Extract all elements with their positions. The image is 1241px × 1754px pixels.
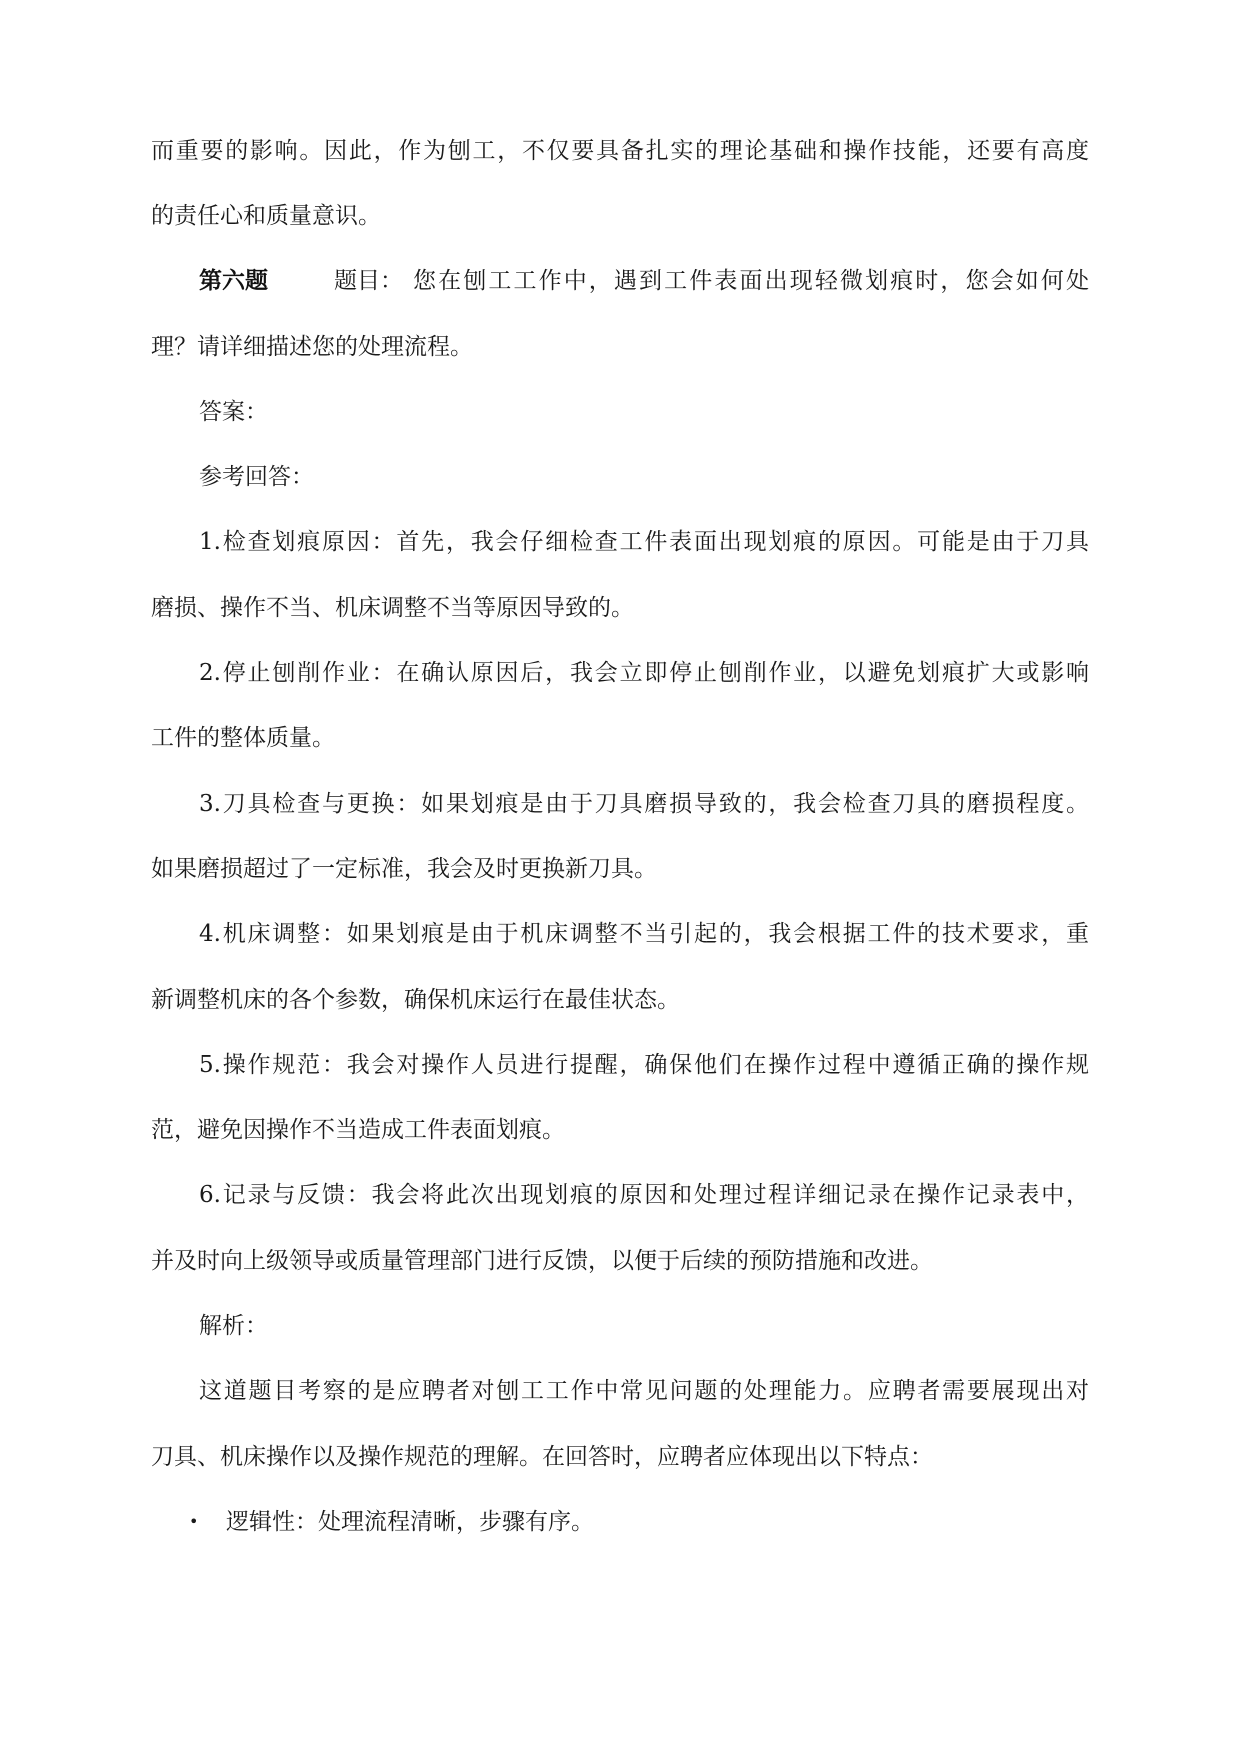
step-3-line-2: 如果磨损超过了一定标准，我会及时更换新刀具。 [151, 856, 657, 882]
analysis-line-1: 这道题目考察的是应聘者对刨工工作中常见问题的处理能力。应聘者需要展现出对 [199, 1378, 1089, 1404]
step-2-line-1: 2.停止刨削作业：在确认原因后，我会立即停止刨削作业，以避免划痕扩大或影响 [199, 660, 1089, 686]
step-2-line-2: 工件的整体质量。 [151, 725, 335, 751]
step-3-line-1: 3.刀具检查与更换：如果划痕是由于刀具磨损导致的，我会检查刀具的磨损程度。 [199, 791, 1089, 817]
step-6-line-1: 6.记录与反馈：我会将此次出现划痕的原因和处理过程详细记录在操作记录表中， [199, 1182, 1089, 1208]
step-5-line-1: 5.操作规范：我会对操作人员进行提醒，确保他们在操作过程中遵循正确的操作规 [199, 1052, 1089, 1078]
reference-answer-label: 参考回答： [199, 464, 314, 490]
bullet-dot-icon: • [189, 1512, 199, 1531]
question-text-line-1: 您在刨工工作中，遇到工件表面出现轻微划痕时，您会如何处 [413, 268, 1089, 294]
step-6-line-2: 并及时向上级领导或质量管理部门进行反馈，以便于后续的预防措施和改进。 [151, 1248, 933, 1274]
analysis-label: 解析： [199, 1313, 268, 1339]
intro-line-2: 的责任心和质量意识。 [151, 203, 381, 229]
step-4-line-2: 新调整机床的各个参数，确保机床运行在最佳状态。 [151, 987, 680, 1013]
answer-label: 答案： [199, 399, 268, 425]
step-1-line-1: 1.检查划痕原因：首先，我会仔细检查工件表面出现划痕的原因。可能是由于刀具 [199, 529, 1089, 555]
question-prefix: 题目： [334, 268, 403, 294]
question-number: 第六题 [199, 267, 268, 294]
analysis-line-2: 刀具、机床操作以及操作规范的理解。在回答时，应聘者应体现出以下特点： [151, 1444, 933, 1470]
intro-line-1: 而重要的影响。因此，作为刨工，不仅要具备扎实的理论基础和操作技能，还要有高度 [151, 138, 1089, 164]
step-1-line-2: 磨损、操作不当、机床调整不当等原因导致的。 [151, 595, 634, 621]
step-5-line-2: 范，避免因操作不当造成工件表面划痕。 [151, 1117, 565, 1143]
bullet-item-text: 逻辑性：处理流程清晰，步骤有序。 [226, 1509, 594, 1535]
question-text-line-2: 理？请详细描述您的处理流程。 [151, 334, 473, 360]
step-4-line-1: 4.机床调整：如果划痕是由于机床调整不当引起的，我会根据工件的技术要求，重 [199, 921, 1089, 947]
